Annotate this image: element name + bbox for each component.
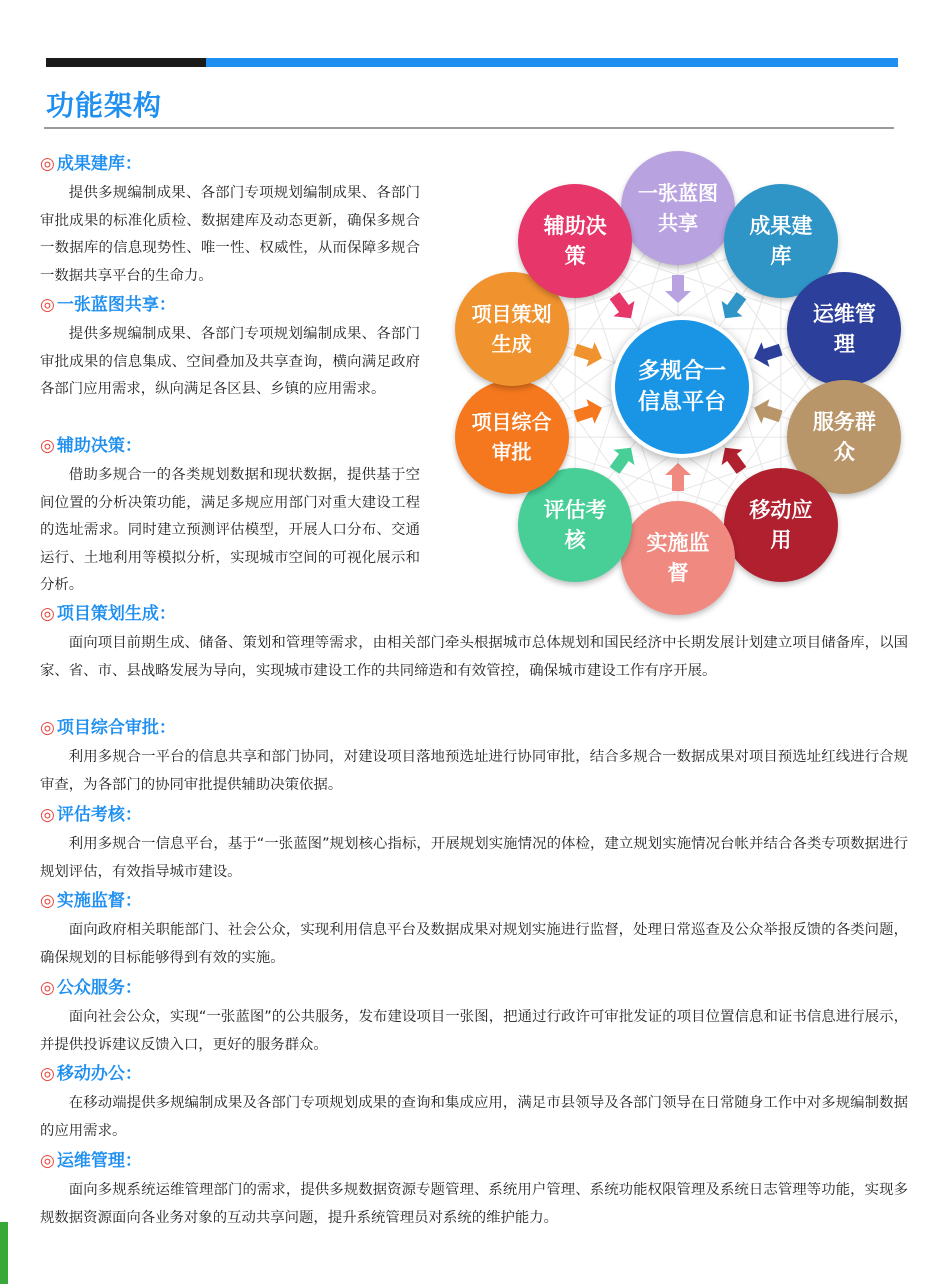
diagram-node	[518, 184, 632, 298]
section-mark-icon: ◎	[40, 604, 55, 624]
section-decision-support	[40, 434, 420, 600]
section-supervision	[40, 889, 908, 972]
section-body: 提供多规编制成果、各部门专项规划编制成果、各部门审批成果的标准化质检、数据建库及动态更新，确保多规合一数据库的信息现势性、唯一性、权威性，从而保障多规合一数据共享平台的生命力。	[40, 185, 420, 284]
section-mark-icon: ◎	[40, 978, 55, 998]
section-comprehensive-approval	[40, 716, 908, 799]
diagram-node	[724, 468, 838, 582]
diagram-node	[455, 380, 569, 494]
diagram-node-label: 服务群众	[812, 410, 876, 465]
section-mark-icon: ◎	[40, 1064, 55, 1084]
section-body: 利用多规合一信息平台，基于“一张蓝图”规划核心指标，开展规划实施情况的体检，建立规划实施情况台帐并结合各类专项数据进行规划评估，有效指导城市建设。	[40, 836, 908, 880]
page-title: 功能架构	[46, 89, 163, 122]
section-heading: 项目综合审批：	[56, 718, 176, 738]
section-body: 面向多规系统运维管理部门的需求，提供多规数据资源专题管理、系统用户管理、系统功能权限管理及系统日志管理等功能，实现多规数据资源面向各业务对象的互动共享问题，提升系统管理员对系统的维护能力。	[40, 1182, 908, 1226]
section-mark-icon: ◎	[40, 718, 55, 738]
section-body: 借助多规合一的各类规划数据和现状数据，提供基于空间位置的分析决策功能，满足多规应用部门对重大建设工程的选址需求。同时建立预测评估模型，开展人口分布、交通运行、土地利用等模拟分析，实现城市空间的可视化展示和分析。	[40, 467, 420, 593]
section-mark-icon: ◎	[40, 436, 55, 456]
section-mark-icon: ◎	[40, 295, 55, 315]
section-public-service	[40, 976, 908, 1059]
section-mark-icon: ◎	[40, 805, 55, 825]
section-heading: 实施监督：	[56, 891, 142, 911]
diagram-node-label: 项目策划生成	[471, 301, 552, 356]
section-body: 提供多规编制成果、各部门专项规划编制成果、各部门审批成果的信息集成、空间叠加及共享查询，横向满足政府各部门应用需求，纵向满足各区县、乡镇的应用需求。	[40, 326, 420, 397]
flow-arrow-icon	[665, 275, 691, 303]
section-heading: 评估考核：	[56, 805, 142, 825]
section-heading: 移动办公：	[56, 1064, 142, 1084]
section-mark-icon: ◎	[40, 1151, 55, 1171]
section-mark-icon: ◎	[40, 154, 55, 174]
section-body: 利用多规合一平台的信息共享和部门协同，对建设项目落地预选址进行协同审批，结合多规合一数据成果对项目预选址红线进行合规审查，为各部门的协同审批提供辅助决策依据。	[40, 749, 908, 793]
flow-arrow-icon	[665, 463, 691, 491]
diagram-node	[621, 151, 735, 265]
section-operations	[40, 1149, 908, 1232]
section-mobile-office	[40, 1062, 908, 1145]
section-heading: 成果建库：	[56, 154, 142, 174]
flow-arrow-icon	[754, 399, 782, 424]
section-mark-icon: ◎	[40, 891, 55, 911]
header-bar-blue	[206, 58, 898, 67]
section-body: 面向政府相关职能部门、社会公众，实现利用信息平台及数据成果对规划实施进行监督，处理日常巡查及公众举报反馈的各类问题，确保规划的目标能够得到有效的实施。	[40, 922, 908, 966]
title-divider	[44, 127, 894, 129]
flow-arrow-icon	[573, 399, 601, 424]
architecture-diagram	[436, 134, 926, 634]
diagram-node-label: 项目综合审批	[471, 410, 552, 465]
section-body: 面向项目前期生成、储备、策划和管理等需求，由相关部门牵头根据城市总体规划和国民经济中长期发展计划建立项目储备库，以国家、省、市、县战略发展为导向，实现城市建设工作的共同缔造和有效管控，确保城市建设工作有序开展。	[40, 635, 908, 679]
diagram-node-label: 实施监督	[646, 531, 710, 585]
diagram-node-label: 运维管理	[812, 301, 876, 356]
section-results-library	[40, 152, 420, 290]
diagram-node	[621, 501, 735, 615]
section-heading: 一张蓝图共享：	[56, 295, 176, 315]
header-bar-dark	[46, 58, 206, 67]
flow-arrow-icon	[573, 342, 601, 367]
diagram-node	[787, 272, 901, 386]
section-heading: 项目策划生成：	[56, 604, 176, 624]
section-evaluation	[40, 803, 908, 886]
diagram-node-label: 移动应用	[749, 497, 813, 552]
diagram-center-node: 多规合一信息平台	[611, 316, 753, 458]
section-blueprint-sharing	[40, 293, 420, 404]
section-body: 在移动端提供多规编制成果及各部门专项规划成果的查询和集成应用，满足市县领导及各部门领导在日常随身工作中对多规编制数据的应用需求。	[40, 1095, 908, 1139]
section-heading: 公众服务：	[56, 978, 142, 998]
flow-arrow-icon	[754, 342, 782, 367]
corner-decoration	[0, 1222, 8, 1284]
diagram-node-label: 成果建库	[749, 214, 813, 269]
section-heading: 辅助决策：	[56, 436, 142, 456]
diagram-node-label: 评估考核	[543, 497, 607, 552]
diagram-node-label: 一张蓝图共享	[638, 181, 718, 235]
section-heading: 运维管理：	[56, 1151, 142, 1171]
diagram-node-label: 辅助决策	[543, 214, 607, 269]
section-body: 面向社会公众，实现“一张蓝图”的公共服务，发布建设项目一张图，把通过行政许可审批发证的项目位置信息和证书信息进行展示，并提供投诉建议反馈入口，更好的服务群众。	[40, 1009, 908, 1053]
